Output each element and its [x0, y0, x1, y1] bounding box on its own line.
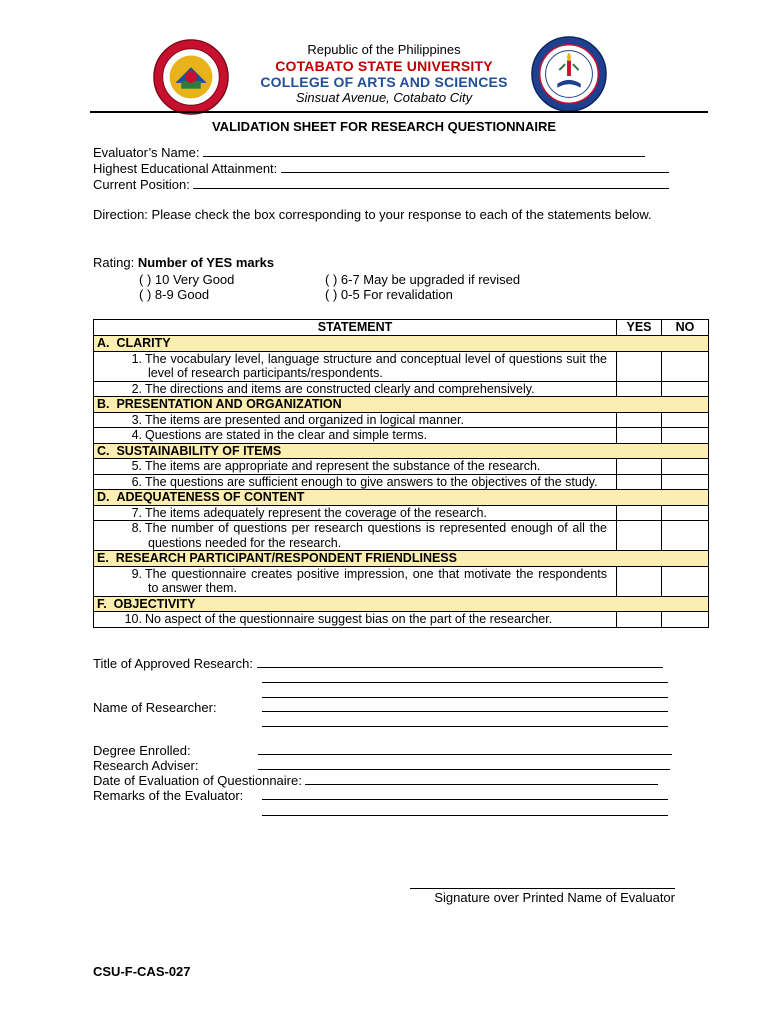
approved-title-line-2	[262, 671, 668, 686]
adviser-row	[93, 758, 670, 773]
statement-cell	[94, 505, 617, 521]
yes-checkbox-cell[interactable]	[617, 566, 662, 596]
statement-text: Questions are stated in the clear and simple terms.	[145, 428, 428, 442]
table-row	[94, 566, 709, 596]
category-row	[94, 490, 709, 506]
yes-checkbox-cell[interactable]	[617, 459, 662, 475]
statement-number: 2.	[131, 381, 142, 396]
yes-checkbox-cell[interactable]	[617, 412, 662, 428]
statement-number: 7.	[131, 505, 142, 520]
signature-label: Signature over Printed Name of Evaluator	[434, 890, 675, 905]
category-label: F. OBJECTIVITY	[94, 596, 709, 612]
table-row	[94, 474, 709, 490]
validation-table-body	[94, 336, 709, 628]
no-checkbox-cell[interactable]	[662, 381, 709, 397]
researcher-label: Name of Researcher:	[93, 700, 217, 715]
evaluation-date-row	[93, 773, 658, 788]
evaluation-date-field[interactable]	[305, 773, 658, 785]
category-row	[94, 336, 709, 352]
statement-cell	[94, 381, 617, 397]
education-label: Highest Educational Attainment:	[93, 161, 278, 176]
header-divider	[90, 111, 708, 113]
college-name: COLLEGE OF ARTS AND SCIENCES	[260, 74, 508, 90]
form-code: CSU-F-CAS-027	[93, 964, 191, 979]
position-field[interactable]	[193, 177, 669, 189]
rating-scale-title: Number of YES marks	[137, 255, 275, 270]
statement-text: The questions are sufficient enough to give answers to the objectives of the study.	[145, 474, 598, 489]
adviser-label: Research Adviser:	[93, 758, 199, 773]
yes-checkbox-cell[interactable]	[617, 474, 662, 490]
category-row	[94, 596, 709, 612]
statement-number: 5.	[131, 459, 142, 473]
remarks-row	[93, 788, 668, 803]
category-row	[94, 443, 709, 459]
document-title: VALIDATION SHEET FOR RESEARCH QUESTIONNAIRE	[211, 119, 557, 134]
approved-title-field[interactable]	[257, 656, 663, 668]
statement-number: 8.	[131, 521, 142, 535]
no-checkbox-cell[interactable]	[662, 612, 709, 628]
position-row	[93, 177, 669, 192]
degree-label: Degree Enrolled:	[93, 743, 191, 758]
researcher-field[interactable]	[262, 700, 668, 712]
republic-line: Republic of the Philippines	[307, 42, 461, 57]
remarks-field[interactable]	[262, 788, 668, 800]
statement-cell	[94, 566, 617, 596]
category-label: A. CLARITY	[94, 336, 709, 352]
approved-title-row	[93, 656, 663, 671]
category-label: E. RESEARCH PARTICIPANT/RESPONDENT FRIENDLINESS	[94, 551, 709, 567]
rating-option-revalidation[interactable]: ( ) 0-5 For revalidation	[325, 287, 453, 302]
statement-text: No aspect of the questionnaire suggest bias on the part of the researcher.	[145, 612, 553, 626]
category-label: C. SUSTAINABILITY OF ITEMS	[94, 443, 709, 459]
table-row	[94, 381, 709, 397]
degree-field[interactable]	[258, 743, 672, 755]
statement-text: The vocabulary level, language structure and conceptual level of questions suit the level of research participants/respondents.	[145, 351, 607, 380]
statement-text: The items are presented and organized in logical manner.	[145, 412, 464, 427]
table-row	[94, 505, 709, 521]
evaluator-name-row	[93, 145, 645, 160]
address-line: Sinsuat Avenue, Cotabato City	[295, 90, 473, 105]
statement-cell	[94, 459, 617, 475]
approved-title-line-3	[262, 686, 668, 701]
no-checkbox-cell[interactable]	[662, 428, 709, 444]
rating-heading	[93, 255, 274, 270]
no-column-header: NO	[662, 320, 709, 336]
no-checkbox-cell[interactable]	[662, 505, 709, 521]
approved-title-field-2[interactable]	[262, 671, 668, 683]
approved-title-label: Title of Approved Research:	[93, 656, 253, 671]
table-header-row	[94, 320, 709, 336]
statement-text: The number of questions per research questions is represented enough of all the questions needed for the research.	[145, 521, 607, 550]
direction-text: Direction: Please check the box corresponding to your response to each of the statements below.	[93, 207, 652, 222]
no-checkbox-cell[interactable]	[662, 521, 709, 551]
researcher-field-2[interactable]	[262, 715, 668, 727]
statement-text: The questionnaire creates positive impression, one that motivate the respondents to answer them.	[145, 566, 607, 595]
yes-checkbox-cell[interactable]	[617, 428, 662, 444]
statement-number: 10.	[124, 612, 142, 626]
yes-checkbox-cell[interactable]	[617, 521, 662, 551]
no-checkbox-cell[interactable]	[662, 566, 709, 596]
statement-number: 6.	[131, 474, 142, 489]
statement-cell	[94, 521, 617, 551]
rating-option-good[interactable]: ( ) 8-9 Good	[139, 287, 210, 302]
category-label: B. PRESENTATION AND ORGANIZATION	[94, 397, 709, 413]
adviser-field[interactable]	[258, 758, 670, 770]
yes-checkbox-cell[interactable]	[617, 505, 662, 521]
table-row	[94, 412, 709, 428]
statement-column-header: STATEMENT	[94, 320, 617, 336]
table-row	[94, 428, 709, 444]
statement-cell	[94, 351, 617, 381]
statement-cell	[94, 412, 617, 428]
validation-table	[93, 319, 709, 628]
table-row	[94, 459, 709, 475]
yes-column-header: YES	[617, 320, 662, 336]
yes-checkbox-cell[interactable]	[617, 612, 662, 628]
statement-cell	[94, 474, 617, 490]
statement-cell	[94, 428, 617, 444]
university-name: COTABATO STATE UNIVERSITY	[275, 58, 493, 74]
remarks-label: Remarks of the Evaluator:	[93, 788, 244, 803]
remarks-field-2[interactable]	[262, 804, 668, 816]
education-row	[93, 161, 669, 176]
rating-option-upgrade[interactable]: ( ) 6-7 May be upgraded if revised	[325, 272, 521, 287]
researcher-line-2	[262, 715, 668, 730]
no-checkbox-cell[interactable]	[662, 459, 709, 475]
statement-number: 4.	[131, 428, 142, 442]
category-row	[94, 551, 709, 567]
evaluation-date-label: Date of Evaluation of Questionnaire:	[93, 773, 302, 788]
category-label: D. ADEQUATENESS OF CONTENT	[94, 490, 709, 506]
table-row	[94, 612, 709, 628]
college-of-arts-and-sciences-seal-icon	[530, 35, 608, 113]
yes-checkbox-cell[interactable]	[617, 381, 662, 397]
table-row	[94, 351, 709, 381]
statement-number: 3.	[131, 412, 142, 427]
statement-cell	[94, 612, 617, 628]
statement-text: The directions and items are constructed clearly and comprehensively.	[145, 381, 535, 396]
table-row	[94, 521, 709, 551]
no-checkbox-cell[interactable]	[662, 351, 709, 381]
statement-text: The items adequately represent the coverage of the research.	[145, 505, 487, 520]
remarks-line-2	[262, 804, 668, 819]
signature-line[interactable]	[410, 888, 675, 889]
approved-title-field-3[interactable]	[262, 686, 668, 698]
yes-checkbox-cell[interactable]	[617, 351, 662, 381]
rating-label: Rating:	[93, 255, 135, 270]
evaluator-name-label: Evaluator’s Name:	[93, 145, 200, 160]
degree-row	[93, 743, 672, 758]
researcher-row	[93, 700, 668, 715]
statement-text: The items are appropriate and represent the substance of the research.	[145, 459, 541, 473]
category-row	[94, 397, 709, 413]
no-checkbox-cell[interactable]	[662, 474, 709, 490]
evaluator-name-field[interactable]	[203, 145, 645, 157]
rating-option-very-good[interactable]: ( ) 10 Very Good	[139, 272, 235, 287]
education-field[interactable]	[281, 161, 669, 173]
letterhead	[200, 42, 568, 106]
statement-number: 9.	[131, 566, 142, 581]
no-checkbox-cell[interactable]	[662, 412, 709, 428]
statement-number: 1.	[131, 351, 142, 366]
position-label: Current Position:	[93, 177, 190, 192]
